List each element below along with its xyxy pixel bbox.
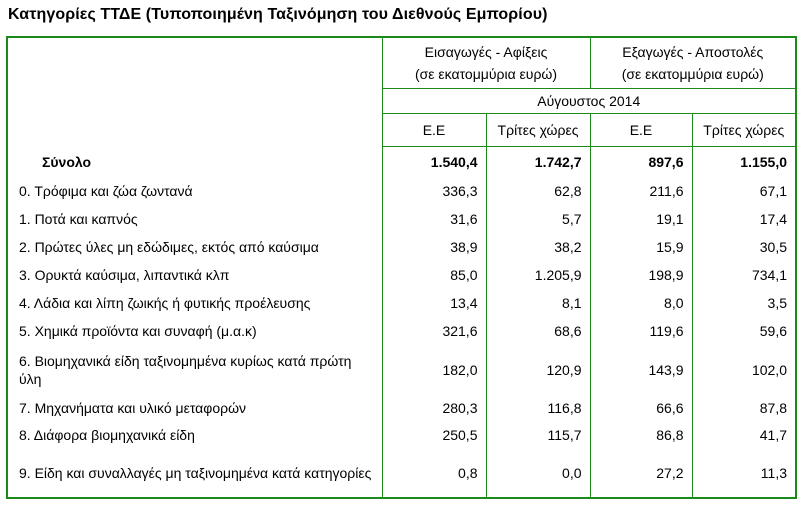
row-label: 9. Είδη και συναλλαγές μη ταξινομημένα κατά κατηγορίες [7, 449, 382, 498]
row-imports-third: 68,6 [486, 317, 590, 345]
page-title: Κατηγορίες ΤΤΔΕ (Τυποποιημένη Ταξινόμηση του Διεθνούς Εμπορίου) [8, 6, 548, 23]
header-row-groups [7, 37, 796, 88]
table-row [7, 421, 796, 449]
row-label: 0. Τρόφιμα και ζώα ζωντανά [7, 177, 382, 205]
total-exports-third: 1.155,0 [692, 146, 796, 177]
table-row [7, 289, 796, 317]
col-header-imports-third: Τρίτες χώρες [486, 113, 590, 146]
row-exports-third: 734,1 [692, 261, 796, 289]
row-imports-ee: 85,0 [382, 261, 486, 289]
row-imports-third: 116,8 [486, 394, 590, 421]
row-exports-third: 67,1 [692, 177, 796, 205]
row-imports-ee: 38,9 [382, 233, 486, 261]
row-exports-ee: 15,9 [590, 233, 692, 261]
row-imports-ee: 182,0 [382, 345, 486, 395]
row-exports-ee: 198,9 [590, 261, 692, 289]
row-imports-third: 115,7 [486, 421, 590, 449]
row-exports-third: 102,0 [692, 345, 796, 395]
imports-header [382, 37, 590, 88]
row-imports-third: 38,2 [486, 233, 590, 261]
table-row [7, 233, 796, 261]
row-label: 3. Ορυκτά καύσιμα, λιπαντικά κλπ [7, 261, 382, 289]
row-imports-ee: 280,3 [382, 394, 486, 421]
total-imports-third: 1.742,7 [486, 146, 590, 177]
row-exports-ee: 211,6 [590, 177, 692, 205]
imports-header-line2: (σε εκατομμύρια ευρώ) [414, 65, 558, 82]
row-imports-ee: 13,4 [382, 289, 486, 317]
row-exports-third: 87,8 [692, 394, 796, 421]
total-label: Σύνολο [7, 146, 382, 177]
row-imports-third: 1.205,9 [486, 261, 590, 289]
trade-table [6, 36, 797, 499]
row-label: 4. Λάδια και λίπη ζωικής ή φυτικής προέλευσης [7, 289, 382, 317]
row-exports-third: 41,7 [692, 421, 796, 449]
col-header-exports-third: Τρίτες χώρες [692, 113, 796, 146]
row-label: 5. Χημικά προϊόντα και συναφή (μ.α.κ) [7, 317, 382, 345]
table-row-total [7, 146, 796, 177]
row-exports-ee: 66,6 [590, 394, 692, 421]
table-row [7, 394, 796, 421]
imports-header-line1: Εισαγωγές - Αφίξεις [424, 43, 548, 60]
table-row [7, 317, 796, 345]
row-imports-ee: 0,8 [382, 449, 486, 498]
row-label: 2. Πρώτες ύλες μη εδώδιμες, εκτός από καύσιμα [7, 233, 382, 261]
row-imports-ee: 336,3 [382, 177, 486, 205]
row-exports-ee: 143,9 [590, 345, 692, 395]
row-imports-third: 0,0 [486, 449, 590, 498]
row-exports-ee: 27,2 [590, 449, 692, 498]
row-imports-third: 8,1 [486, 289, 590, 317]
header-blank-cell [7, 37, 382, 146]
table-row [7, 177, 796, 205]
row-label: 8. Διάφορα βιομηχανικά είδη [7, 421, 382, 449]
row-imports-third: 120,9 [486, 345, 590, 395]
exports-header-line2: (σε εκατομμύρια ευρώ) [621, 65, 764, 82]
table-row [7, 345, 796, 395]
col-header-exports-ee: Ε.Ε [590, 113, 692, 146]
row-exports-third: 3,5 [692, 289, 796, 317]
row-exports-third: 11,3 [692, 449, 796, 498]
row-label: 6. Βιομηχανικά είδη ταξινομημένα κυρίως κατά πρώτη ύλη [7, 345, 382, 395]
row-imports-ee: 321,6 [382, 317, 486, 345]
col-header-imports-ee: Ε.Ε [382, 113, 486, 146]
total-imports-ee: 1.540,4 [382, 146, 486, 177]
row-label: 7. Μηχανήματα και υλικό μεταφορών [7, 394, 382, 421]
row-imports-third: 62,8 [486, 177, 590, 205]
row-exports-third: 30,5 [692, 233, 796, 261]
row-exports-third: 59,6 [692, 317, 796, 345]
table-row [7, 261, 796, 289]
exports-header-line1: Εξαγωγές - Αποστολές [622, 43, 764, 60]
row-exports-ee: 86,8 [590, 421, 692, 449]
row-exports-third: 17,4 [692, 205, 796, 233]
table-row [7, 449, 796, 498]
row-imports-ee: 250,5 [382, 421, 486, 449]
row-exports-ee: 8,0 [590, 289, 692, 317]
table-row [7, 205, 796, 233]
period-header: Αύγουστος 2014 [382, 88, 796, 113]
row-label: 1. Ποτά και καπνός [7, 205, 382, 233]
row-exports-ee: 19,1 [590, 205, 692, 233]
row-exports-ee: 119,6 [590, 317, 692, 345]
row-imports-third: 5,7 [486, 205, 590, 233]
row-imports-ee: 31,6 [382, 205, 486, 233]
exports-header [590, 37, 796, 88]
total-exports-ee: 897,6 [590, 146, 692, 177]
